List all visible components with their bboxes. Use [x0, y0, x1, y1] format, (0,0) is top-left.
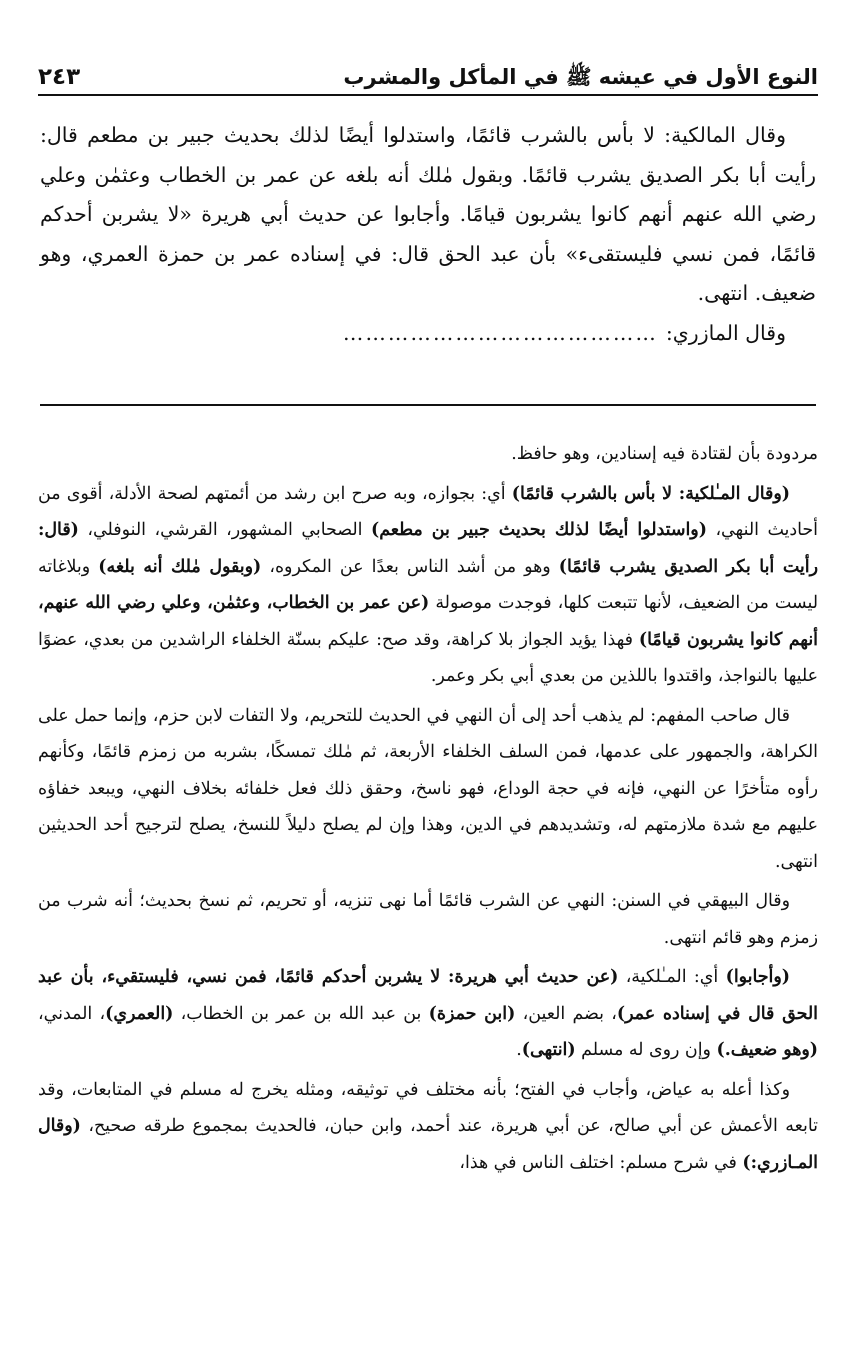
commentary-text: أي: بجوازه، وبه صرح ابن رشد من أئمتهم لصحة الأدلة، أقوى من أحاديث النهي،	[38, 483, 818, 540]
commentary-paragraph-3: قال صاحب المفهم: لم يذهب أحد إلى أن النهي في الحديث للتحريم، ولا التفات لابن حزم، وإنما حمل على الكراهة، والجمهور على عدمها، فمن السلف الخلفاء الأربعة، ثم مٰلك تمسكًا، بشربه من زمزم قائمًا، وكأنهم رأوه متأخرًا عن النهي، فإنه في حجة الوداع، فهو ناسخ، وحقق ذلك فعل خلفائه بخلاف النهي، ويبعد خفاؤه عليهم مع شدة ملازمتهم له، وتشديدهم في الدين، وهذا وإن لم يصلح دليلاً للنسخ، يصلح لترجيح أحد الحديثين انتهى.	[38, 705, 818, 872]
quoted-matn-phrase: (وأجابوا)	[725, 967, 791, 987]
commentary-paragraph-4: وقال البيهقي في السنن: النهي عن الشرب قائمًا أما نهى تنزيه، أو تحريم، ثم نسخ بحديث؛ أنه شرب من زمزم وهو قائم انتهى.	[38, 891, 818, 948]
commentary-paragraph-5	[38, 959, 818, 1069]
quoted-matn-phrase: (عن حديث أبي هريرة: لا يشربن أحدكم قائمًا، فمن نسي، فليستقيء، بأن عبد الحق قال في إسناده عمر)	[38, 967, 819, 1024]
quoted-matn-phrase: (وقال المـٰلكية: لا بأس بالشرب قائمًا)	[511, 483, 791, 504]
commentary-text: وإن روى له مسلم	[575, 1040, 717, 1060]
page-number: ٢٤٣	[38, 64, 81, 90]
quoted-matn-phrase: (قال: رأيت أبا بكر الصديق يشرب قائمًا)	[38, 520, 819, 577]
matn-lead-in: وقال المازري:	[665, 320, 786, 345]
commentary-text: وبلاغاته ليست من الضعيف، لأنها تتبعت كلها، فوجدت موصولة	[38, 556, 818, 613]
commentary	[38, 436, 818, 1184]
quoted-matn-phrase: (وبقول مٰلك أنه بلغه)	[98, 556, 262, 577]
commentary-text: وهو من أشد الناس بعدًا عن المكروه،	[261, 556, 559, 577]
commentary-paragraph-6	[38, 1072, 818, 1182]
quoted-matn-phrase: (العمري)	[105, 1003, 174, 1024]
continuation-dots: ……………………………………	[342, 320, 658, 345]
matn-paragraph: وقال المالكية: لا بأس بالشرب قائمًا، واستدلوا أيضًا لذلك بحديث جبير بن مطعم قال: رأيت أبا بكر الصديق يشرب قائمًا. وبقول مٰلك أنه بلغه عن عمر بن الخطاب وعثمٰن وعلي رضي الله عنهم أنهم كانوا يشربون قيامًا. وأجابوا عن حديث أبي هريرة «لا يشربن أحدكم قائمًا، فمن نسي فليستقىء» بأن عبد الحق قال: في إسناده عمر بن حمزة العمري، وهو ضعيف. انتهى.	[40, 123, 817, 305]
quoted-matn-phrase: (ابن حمزة)	[428, 1003, 516, 1024]
commentary-text: بن عبد الله بن عمر بن الخطاب،	[173, 1003, 429, 1024]
commentary-text: ، بضم العين،	[515, 1003, 617, 1024]
commentary-text: الصحابي المشهور، القرشي، النوفلي،	[78, 520, 371, 540]
commentary-text: أي: المـٰلكية،	[618, 967, 726, 987]
header-divider	[38, 94, 818, 96]
commentary-paragraph-1: مردودة بأن لقتادة فيه إسنادين، وهو حافظ.	[511, 444, 818, 464]
matn-lead-line	[40, 314, 816, 354]
main-text	[40, 116, 816, 353]
commentary-text: ، المدني،	[38, 1003, 106, 1024]
quoted-matn-phrase: (انتهى)	[521, 1040, 576, 1060]
commentary-text: .	[516, 1040, 522, 1060]
running-title: النوع الأول في عيشه ﷺ في المأكل والمشرب	[343, 65, 818, 89]
quoted-matn-phrase: (عن عمر بن الخطاب، وعثمٰن، وعلي رضي الله عنهم، أنهم كانوا يشربون قيامًا)	[38, 593, 818, 650]
commentary-paragraph-2	[38, 476, 818, 695]
page-header	[38, 52, 818, 92]
commentary-text: وكذا أعله به عياض، وأجاب في الفتح؛ بأنه مختلف في توثيقه، ومثله يخرج له مسلم في المتابعات، وقد تابعه الأعمش عن أبي صالح، عن أبي هريرة، عند أحمد، وابن حبان، فالحديث بمجموع طرقه صحيح،	[38, 1079, 818, 1136]
section-divider	[40, 404, 816, 406]
commentary-text: في شرح مسلم: اختلف الناس في هذا،	[459, 1152, 743, 1173]
commentary-text: فهذا يؤيد الجواز بلا كراهة، وقد صح: عليكم بسنّة الخلفاء الراشدين من بعدي، عضوًا عليها بالنواجذ، واقتدوا باللذين من بعدي أبي بكر وعمر.	[38, 629, 818, 686]
quoted-matn-phrase: (واستدلوا أيضًا لذلك بحديث جبير بن مطعم)	[370, 520, 707, 540]
quoted-matn-phrase: (وهو ضعيف.)	[716, 1040, 818, 1060]
quoted-matn-phrase: (وقال المـازري:)	[38, 1116, 818, 1173]
